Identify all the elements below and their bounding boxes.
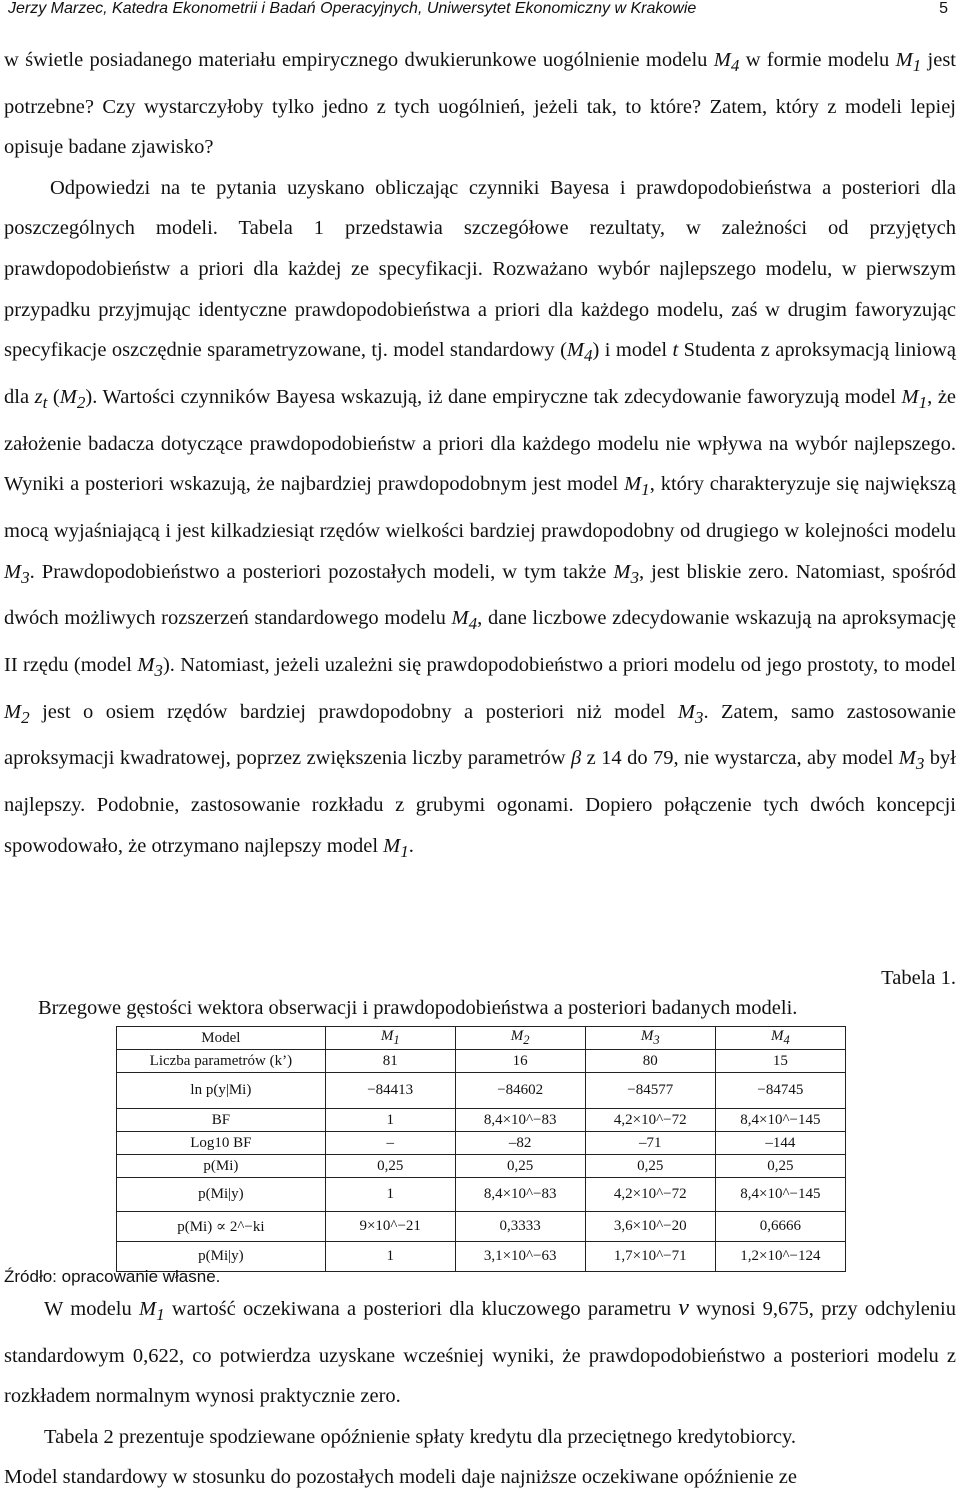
table-header-cell: Model	[117, 1027, 326, 1050]
table-row	[117, 1073, 846, 1109]
table-cell: −84577	[585, 1073, 715, 1109]
table-caption: Brzegowe gęstości wektora obserwacji i prawdopodobieństwa a posteriori badanych modeli.	[38, 997, 798, 1019]
table-cell: 9×10^−21	[325, 1212, 455, 1242]
table-cell: 3,1×10^−63	[455, 1242, 585, 1272]
table-source: Źródło: opracowanie własne.	[4, 1267, 221, 1286]
row-label: p(Mi)	[117, 1155, 326, 1178]
table-cell: 81	[325, 1050, 455, 1073]
row-label: ln p(y|Mi)	[117, 1073, 326, 1109]
table-row	[117, 1178, 846, 1212]
table-cell: 3,6×10^−20	[585, 1212, 715, 1242]
table-cell: 0,6666	[715, 1212, 845, 1242]
table-cell: 1,2×10^−124	[715, 1242, 845, 1272]
row-label: p(Mi|y)	[117, 1242, 326, 1272]
table-cell: –144	[715, 1132, 845, 1155]
row-label: p(Mi|y)	[117, 1178, 326, 1212]
row-label: Liczba parametrów (k’)	[117, 1050, 326, 1073]
table-cell: –71	[585, 1132, 715, 1155]
table-cell: 8,4×10^−145	[715, 1109, 845, 1132]
table-cell: 0,25	[325, 1155, 455, 1178]
table-cell: 0,25	[455, 1155, 585, 1178]
table-cell: 0,25	[585, 1155, 715, 1178]
table-cell: 16	[455, 1050, 585, 1073]
table-cell: 0,25	[715, 1155, 845, 1178]
table-row	[117, 1132, 846, 1155]
paragraph-4: Tabela 2 prezentuje spodziewane opóźnienie spłaty kredytu dla przeciętnego kredytobiorcy.	[44, 1425, 797, 1448]
table-row	[117, 1050, 846, 1073]
row-label: BF	[117, 1109, 326, 1132]
table-row	[117, 1155, 846, 1178]
table-cell: 8,4×10^−145	[715, 1178, 845, 1212]
table-cell: –	[325, 1132, 455, 1155]
table-cell: −84413	[325, 1073, 455, 1109]
table-cell: −84602	[455, 1073, 585, 1109]
table-cell: 4,2×10^−72	[585, 1178, 715, 1212]
table-number: Tabela 1.	[881, 967, 956, 989]
table-row	[117, 1212, 846, 1242]
paragraph-5: Model standardowy w stosunku do pozostałych modeli daje najniższe oczekiwane opóźnienie ze	[4, 1466, 797, 1489]
table-header-row	[117, 1027, 846, 1050]
results-table	[116, 1026, 846, 1272]
table-cell: 15	[715, 1050, 845, 1073]
table-cell: 4,2×10^−72	[585, 1109, 715, 1132]
table-header-cell: $M_4$	[715, 1027, 845, 1050]
main-text	[4, 40, 956, 872]
table-cell: 8,4×10^−83	[455, 1178, 585, 1212]
table-header-cell: $M_1$	[325, 1027, 455, 1050]
paragraph-2: Odpowiedzi na te pytania uzyskano obliczając czynniki Bayesa i prawdopodobieństwa a posteriori dla poszczególnych modeli. Tabela 1 przedstawia szczegółowe rezultaty, w zależności od przyjętych prawdopodobieństw a priori dla każdej ze specyfikacji. Rozważano wybór najlepszego modelu, w pierwszym przypadku przyjmując identyczne prawdopodobieństwa a priori dla każdego modelu, zaś w drugim faworyzując specyfikacje oszczędnie sparametryzowane, tj. model standardowy $(M_4)$ i model t Studenta z aproksymacją liniową dla $z_t$ $(M_2)$. Wartości czynników Bayesa wskazują, iż dane empiryczne tak zdecydowanie faworyzują model $M_1$, że założenie badacza dotyczące prawdopodobieństw a priori dla każdego modelu nie wpływa na wybór najlepszego. Wyniki a posteriori wskazują, że najbardziej prawdopodobnym jest model $M_1$, który charakteryzuje się największą mocą wyjaśniającą i jest kilkadziesiąt rzędów wielkości bardziej prawdopodobny od drugiego w kolejności modelu $M_3$. Prawdopodobieństwo a posteriori pozostałych modeli, w tym także $M_3$, jest bliskie zero. Natomiast, spośród dwóch możliwych rozszerzeń standardowego modelu $M_4$, dane liczbowe zdecydowanie wskazują na aproksymację II rzędu (model $M_3$). Natomiast, jeżeli uzależni się prawdopodobieństwo a priori modelu od jego prostoty, to model $M_2$ jest o osiem rzędów bardziej prawdopodobny a posteriori niż model $M_3$. Zatem, samo zastosowanie aproksymacji kwadratowej, poprzez zwiększenia liczby parametrów β z 14 do 79, nie wystarcza, aby model $M_3$ był najlepszy. Podobnie, zastosowanie rozkładu z grubymi ogonami. Dopiero połączenie tych dwóch koncepcji spowodowało, że otrzymano najlepszy model $M_1$.	[4, 176, 957, 861]
table-header-cell: $M_2$	[455, 1027, 585, 1050]
table-cell: –82	[455, 1132, 585, 1155]
table-cell: −84745	[715, 1073, 845, 1109]
table-cell: 1,7×10^−71	[585, 1242, 715, 1272]
table-cell: 1	[325, 1242, 455, 1272]
table-cell: 0,3333	[455, 1212, 585, 1242]
table-header-cell: $M_3$	[585, 1027, 715, 1050]
running-header	[8, 0, 948, 26]
table-cell: 80	[585, 1050, 715, 1073]
table-cell: 8,4×10^−83	[455, 1109, 585, 1132]
text-after-table	[4, 1288, 956, 1498]
table-row	[117, 1109, 846, 1132]
row-label: p(Mi) ∝ 2^−ki	[117, 1212, 326, 1242]
table-cell: 1	[325, 1178, 455, 1212]
paragraph-3: W modelu $M_1$ wartość oczekiwana a posteriori dla kluczowego parametru ν wynosi 9,675, przy odchyleniu standardowym 0,622, co potwierdza uzyskane wcześniej wyniki, że prawdopodobieństwo a posteriori modelu z rozkładem normalnym wynosi praktycznie zero.	[4, 1295, 956, 1408]
paragraph-1: w świetle posiadanego materiału empirycznego dwukierunkowe uogólnienie modelu $M_4$ w formie modelu $M_1$ jest potrzebne? Czy wystarczyłoby tylko jedno z tych uogólnień, jeżeli tak, to które? Zatem, który z modeli lepiej opisuje badane zjawisko?	[4, 49, 956, 159]
page-number: 5	[939, 0, 948, 17]
running-head-text: Jerzy Marzec, Katedra Ekonometrii i Badań Operacyjnych, Uniwersytet Ekonomiczny w Krakowie	[8, 0, 697, 17]
table-row	[117, 1242, 846, 1272]
table-cell: 1	[325, 1109, 455, 1132]
row-label: Log10 BF	[117, 1132, 326, 1155]
